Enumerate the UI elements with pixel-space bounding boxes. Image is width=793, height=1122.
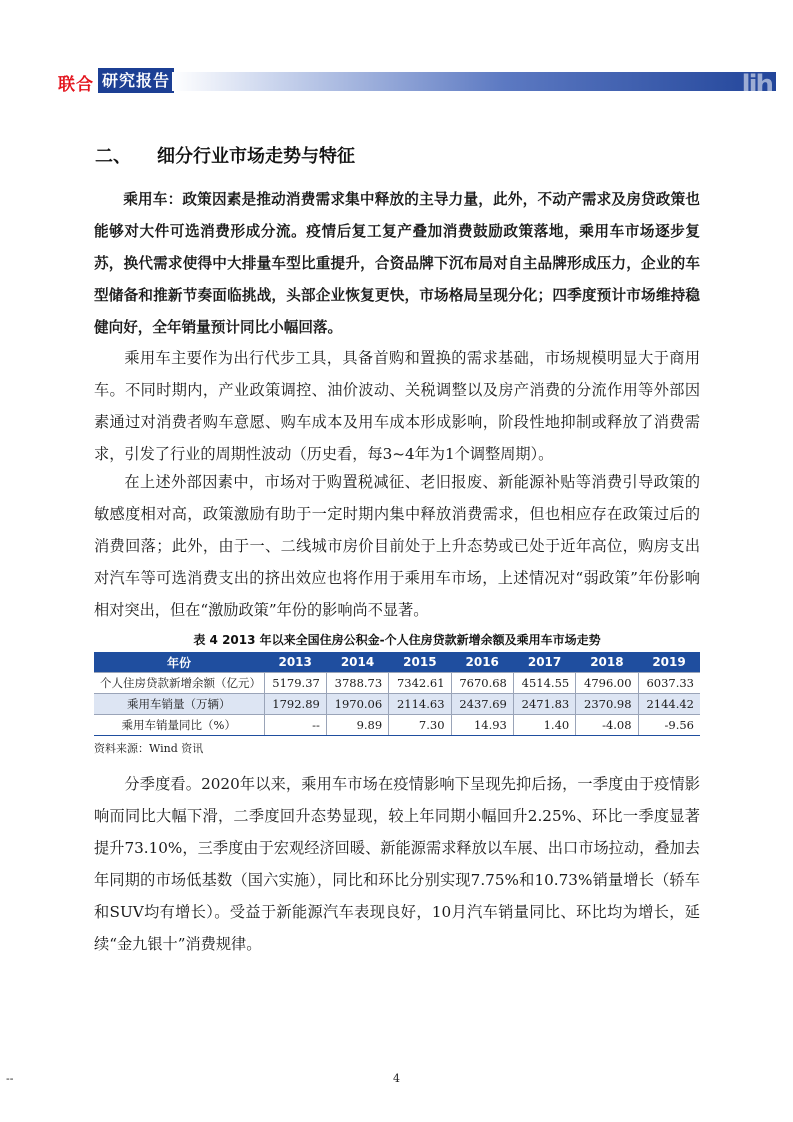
body-paragraph: 分季度看。2020年以来，乘用车市场在疫情影响下呈现先抑后扬，一季度由于疫情影响而同比大幅下滑，二季度回升态势显现，较上年同期小幅回升2.25%、环比一季度显著提升73.10%，三季度由于宏观经济回暖、新能源需求释放以车展、出口市场拉动，叠加去年同期的市场低基数（国六实施），同比和环比分别实现7.75%和10.73%销量增长（轿车和SUV均有增长）。受益于新能源汽车表现良好，10月汽车销量同比、环比均为增长，延续“金九银十”消费规律。 — [94, 775, 700, 953]
table-row — [94, 694, 700, 715]
housing-loan-car-sales-table — [94, 652, 700, 736]
table-cell: 1792.89 — [264, 694, 326, 715]
header-gradient-bar — [172, 70, 776, 100]
year-header: 2018 — [576, 652, 638, 673]
table-cell: 2370.98 — [576, 694, 638, 715]
report-header — [58, 66, 778, 100]
table-header-label: 年份 — [94, 652, 264, 673]
table-cell: 4514.55 — [513, 673, 575, 694]
table-cell: 2471.83 — [513, 694, 575, 715]
table-row — [94, 715, 700, 736]
lianhe-logo-icon: lih — [741, 70, 772, 100]
section-title: 细分行业市场走势与特征 — [157, 146, 355, 167]
section-heading — [95, 142, 355, 168]
table-cell: 1.40 — [513, 715, 575, 736]
body-paragraph: 在上述外部因素中，市场对于购置税减征、老旧报废、新能源补贴等消费引导政策的敏感度相对高，政策激励有助于一定时期内集中释放消费需求，但也相应存在政策过后的消费回落；此外，由于一、二线城市房价目前处于上升态势或已处于近年高位，购房支出对汽车等可选消费支出的挤出效应也将作用于乘用车市场，上述情况对“弱政策”年份影响相对突出，但在“激励政策”年份的影响尚不显著。 — [94, 473, 700, 619]
table-cell: 2114.63 — [389, 694, 451, 715]
year-header: 2019 — [638, 652, 700, 673]
table-cell: 1970.06 — [326, 694, 388, 715]
year-header: 2017 — [513, 652, 575, 673]
table-cell: -- — [264, 715, 326, 736]
table-header-row — [94, 652, 700, 673]
table-cell: 2437.69 — [451, 694, 513, 715]
section-number: 二、 — [95, 146, 131, 167]
table-cell: 7670.68 — [451, 673, 513, 694]
year-header: 2014 — [326, 652, 388, 673]
table-cell: -4.08 — [576, 715, 638, 736]
brand-report-label: 研究报告 — [98, 68, 174, 93]
table-cell: 4796.00 — [576, 673, 638, 694]
year-header: 2013 — [264, 652, 326, 673]
table-cell: 14.93 — [451, 715, 513, 736]
table-cell: 9.89 — [326, 715, 388, 736]
row-label: 乘用车销量（万辆） — [94, 694, 264, 715]
year-header: 2015 — [389, 652, 451, 673]
table-row — [94, 673, 700, 694]
brand-name: 联合 — [58, 75, 94, 95]
year-header: 2016 — [451, 652, 513, 673]
table-cell: 5179.37 — [264, 673, 326, 694]
page-number: 4 — [393, 1072, 400, 1085]
table-cell: 2144.42 — [638, 694, 700, 715]
row-label: 个人住房贷款新增余额（亿元） — [94, 673, 264, 694]
footer-dash: -- — [6, 1072, 14, 1085]
table-cell: -9.56 — [638, 715, 700, 736]
body-paragraph: 乘用车主要作为出行代步工具，具备首购和置换的需求基础，市场规模明显大于商用车。不同时期内，产业政策调控、油价波动、关税调整以及房产消费的分流作用等外部因素通过对消费者购车意愿、购车成本及用车成本形成影响，阶段性地抑制或释放了消费需求，引发了行业的周期性波动（历史看，每3~4年为1个调整周期）。 — [94, 349, 700, 463]
table-cell: 7342.61 — [389, 673, 451, 694]
table-cell: 3788.73 — [326, 673, 388, 694]
table-cell: 6037.33 — [638, 673, 700, 694]
table-caption: 表 4 2013 年以来全国住房公积金-个人住房贷款新增余额及乘用车市场走势 — [193, 633, 601, 647]
summary-paragraph: 乘用车：政策因素是推动消费需求集中释放的主导力量，此外，不动产需求及房贷政策也能够对大件可选消费形成分流。疫情后复工复产叠加消费鼓励政策落地，乘用车市场逐步复苏，换代需求使得中大排量车型比重提升，合资品牌下沉布局对自主品牌形成压力，企业的车型储备和推新节奏面临挑战，头部企业恢复更快，市场格局呈现分化；四季度预计市场维持稳健向好，全年销量预计同比小幅回落。 — [94, 191, 700, 336]
row-label: 乘用车销量同比（%） — [94, 715, 264, 736]
table-cell: 7.30 — [389, 715, 451, 736]
table-source-note: 资料来源：Wind 资讯 — [94, 742, 204, 755]
